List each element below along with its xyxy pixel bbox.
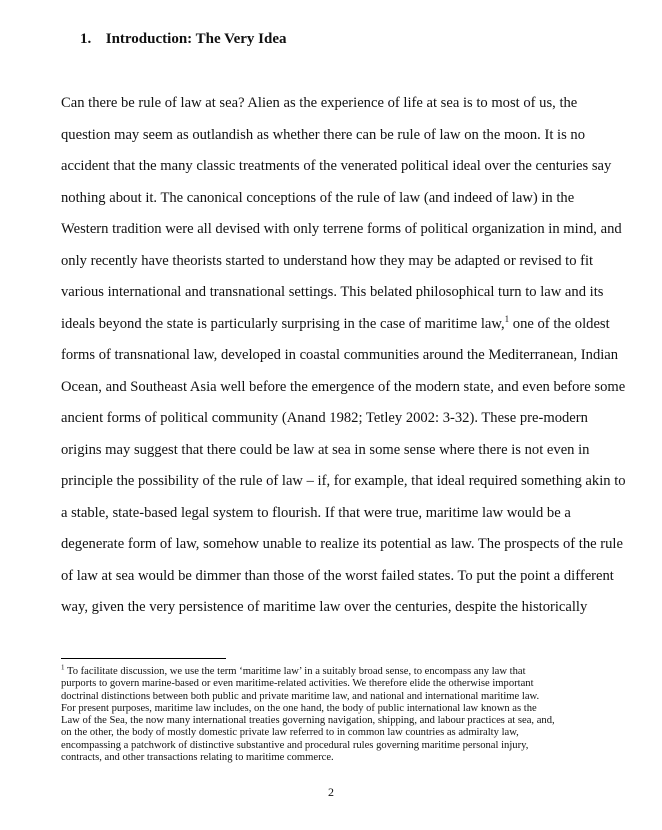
footnote-line: doctrinal distinctions between both public and private maritime law, and national and international maritime law. [61,690,540,702]
section-heading [80,31,286,48]
body-line: ancient forms of political community (Anand 1982; Tetley 2002: 3-32). These pre-modern [61,410,588,426]
body-line-tail: one of the oldest [509,315,610,332]
body-line: accident that the many classic treatments of the venerated political ideal over the centuries say [61,158,612,174]
footnote-line: For present purposes, maritime law includes, on the one hand, the body of public international law known as the [61,702,537,714]
footnote-line: contracts, and other transactions relating to maritime commerce. [61,752,334,764]
body-line: of law at sea would be dimmer than those of the worst failed states. To put the point a different [61,567,614,584]
body-line-with-footnote [61,313,610,347]
footnote-line-text: To facilitate discussion, we use the term ‘maritime law’ in a suitably broad sense, to encompass any law that [64,666,526,677]
footnote-line: encompassing a patchwork of distinctive substantive and procedural rules governing maritime personal injury, [61,739,529,751]
footnote-line: on the other, the body of mostly domestic private law referred to in common law countries as admiralty law, [61,727,519,739]
footnote-marker: 1 [61,663,65,672]
body-line: a stable, state-based legal system to flourish. If that were true, maritime law would be a [61,504,571,521]
body-line: Western tradition were all devised with only terrene forms of political organization in mind, and [61,221,622,237]
body-line: origins may suggest that there could be law at sea in some sense where there is not even in [61,441,590,458]
body-line-text: ideals beyond the state is particularly surprising in the case of maritime law, [61,315,505,332]
body-line: degenerate form of law, somehow unable to realize its potential as law. The prospects of the rule [61,536,623,552]
footnote [61,663,621,764]
section-title: Introduction: The Very Idea [105,31,287,47]
section-number: 1. [80,31,92,47]
page-number: 2 [328,785,334,799]
body-line: way, given the very persistence of maritime law over the centuries, despite the historically [61,599,588,615]
body-line: Ocean, and Southeast Asia well before the emergence of the modern state, and even before some [61,378,626,395]
footnote-reference[interactable]: 1 [504,313,510,324]
body-line: only recently have theorists started to understand how they may be adapted or revised to fit [61,252,594,269]
footnote-line [61,663,621,678]
footnote-separator [61,658,226,659]
body-line: nothing about it. The canonical conceptions of the rule of law (and indeed of law) in the [61,189,575,206]
body-line: various international and transnational settings. This belated philosophical turn to law and its [61,284,604,300]
body-line: Can there be rule of law at sea? Alien as the experience of life at sea is to most of us, the [61,95,578,111]
footnote-line: purports to govern marine-based or even maritime-related activities. We therefore elide the otherwise important [61,678,534,690]
body-line: question may seem as outlandish as whether there can be rule of law on the moon. It is no [61,126,586,143]
body-line: forms of transnational law, developed in coastal communities around the Mediterranean, Indian [61,347,619,363]
body-line: principle the possibility of the rule of law – if, for example, that ideal required something akin to [61,473,626,489]
footnote-line: Law of the Sea, the now many international treaties governing navigation, shipping, and labour practices at sea, and, [61,715,555,727]
body-text [61,94,626,630]
